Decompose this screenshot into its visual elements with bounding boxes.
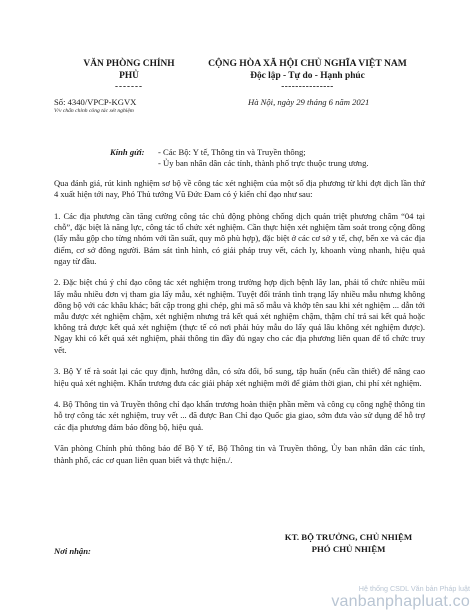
issuing-agency-name-line1: VĂN PHÒNG CHÍNH — [83, 59, 175, 69]
recipients-label: Kính gửi: — [110, 147, 145, 157]
signature-title-line1: KT. BỘ TRƯỞNG, CHỦ NHIỆM — [284, 532, 413, 542]
document-body — [54, 178, 425, 476]
document-number: Số: 4340/VPCP-KGVX — [54, 97, 137, 107]
document-subject: V/v chấn chỉnh công tác xét nghiệm — [54, 108, 134, 114]
issuing-agency-header — [54, 58, 204, 91]
body-paragraph-1: 1. Các địa phương cần tăng cường công tác chủ động phòng chống dịch quán triệt phương châm “04 tại chỗ”, đặc biệt là năng lực, công tác tổ chức xét nghiệm. Cần thực hiện xét nghiệm tầm soát trong cộng đồng (lấy mẫu gộp cho từng nhóm với tần suất, quy mô phù hợp), đặc biệt ở các cơ sở y tế, chợ, bến xe và các địa điểm, cơ sở đông người. Bám sát tình hình, có giải pháp truy vết, cách ly, khoanh vùng nhanh, hiệu quả ngay từ đầu. — [54, 210, 425, 266]
recipients-footer-label: Nơi nhận: — [54, 546, 91, 556]
national-motto-divider: --------------- — [281, 81, 334, 91]
body-paragraph-4: 4. Bộ Thông tin và Truyền thông chỉ đạo khẩn trương hoàn thiện phần mềm và công cụ công nghệ thông tin hỗ trợ công tác xét nghiệm, truy vết ... đã được Ban Chỉ đạo Quốc gia giao, sớm đưa vào sử dụng để hỗ trợ các địa phương đảm bảo đồng bộ, hiệu quả. — [54, 399, 425, 432]
issuing-agency-divider: ------- — [115, 81, 143, 91]
recipient-item: - Ủy ban nhân dân các tỉnh, thành phố trực thuộc trung ương. — [158, 158, 369, 169]
national-title: CỘNG HÒA XÃ HỘI CHỦ NGHĨA VIỆT NAM — [208, 58, 407, 69]
national-header — [190, 58, 425, 91]
signature-title-line2: PHÓ CHỦ NHIỆM — [311, 544, 386, 554]
body-paragraph-3: 3. Bộ Y tế rà soát lại các quy định, hướng dẫn, có sửa đổi, bổ sung, tập huấn (nếu cần thiết) để nâng cao hiệu quả xét nghiệm. Khẩn trương đưa các giải pháp xét nghiệm mới để giảm thời gian, chi phí xét nghiệm. — [54, 366, 425, 388]
signature-block — [246, 531, 451, 555]
body-paragraph-closing: Văn phòng Chính phủ thông báo để Bộ Y tế, Bộ Thông tin và Truyền thông, Ủy ban nhân dân các tỉnh, thành phố, các cơ quan liên quan biết và thực hiện./. — [54, 443, 425, 465]
recipient-item: - Các Bộ: Y tế, Thông tin và Truyền thông; — [158, 147, 306, 157]
watermark-caption: Hệ thống CSDL Văn bản Pháp luật — [358, 584, 470, 593]
body-paragraph-2: 2. Đặc biệt chú ý chỉ đạo công tác xét nghiệm trong trường hợp dịch bệnh lây lan, phải tổ chức nhiều mũi lấy mẫu nhiều đơn vị tham gia lấy mẫu, xét nghiệm. Tuyệt đối tránh tình trạng lấy nhiều mẫu nhưng không đồng bộ với các khâu khác; bất cập trong ghi chép, ghi mã số mẫu và khớp tên sau khi xét nghiệm ... dẫn tới mẫu được xét nghiệm chậm, xét nghiệm nhưng trả kết quả xét nghiệm chậm, thậm chí trả sai kết quả hoặc không trả được kết quả xét nghiệm (thực tế có nơi phải hủy mẫu do lấy quá lâu không xét nghiệm được). Ngay khi có kết quả xét nghiệm, phải thông tin đầy đủ ngay cho các địa phương liên quan để tổ chức truy vết. — [54, 277, 425, 355]
watermark-domain: vanbanphapluat.co — [331, 593, 470, 610]
national-motto: Độc lập - Tự do - Hạnh phúc — [250, 71, 365, 81]
body-paragraph-intro: Qua đánh giá, rút kinh nghiệm sơ bộ về công tác xét nghiệm của một số địa phương từ khi đợt dịch lần thứ 4 xuất hiện tới nay, Phó Thủ tướng Vũ Đức Đam có ý kiến chỉ đạo như sau: — [54, 178, 425, 200]
document-date: Hà Nội, ngày 29 tháng 6 năm 2021 — [248, 97, 370, 107]
recipients-list — [158, 147, 438, 169]
issuing-agency-name-line2: PHỦ — [119, 71, 139, 81]
site-watermark — [331, 584, 470, 611]
